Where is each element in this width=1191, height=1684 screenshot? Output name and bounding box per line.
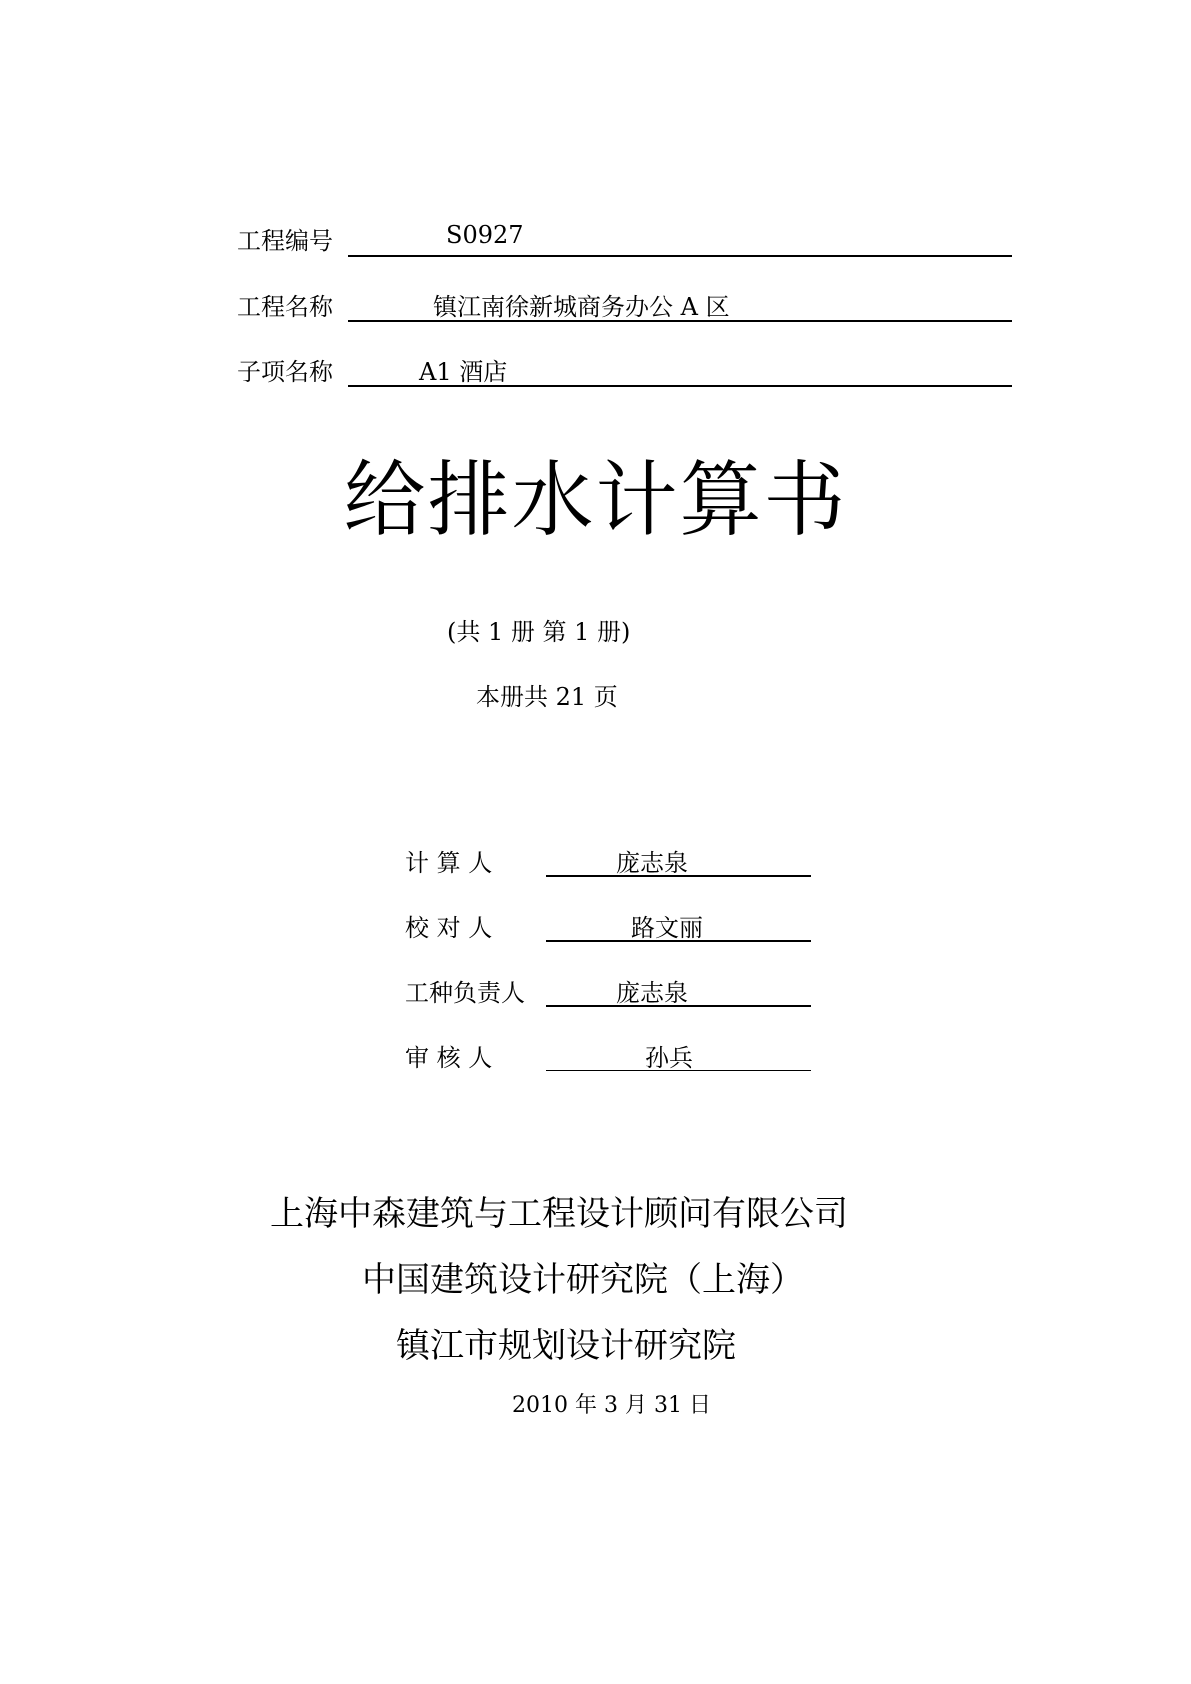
- reviewer-underline: [546, 1070, 811, 1071]
- discipline-lead-label: 工种负责人: [405, 979, 525, 1007]
- checker-name: 路文丽: [631, 914, 703, 942]
- project-name-label: 工程名称: [237, 293, 333, 321]
- project-number-underline: [348, 255, 1012, 257]
- subitem-name-label: 子项名称: [237, 358, 333, 386]
- calculator-label: 计 算 人: [405, 849, 493, 877]
- volume-info: (共 1 册 第 1 册): [447, 618, 631, 646]
- reviewer-label: 审 核 人: [405, 1044, 493, 1072]
- reviewer-name: 孙兵: [645, 1044, 693, 1072]
- discipline-lead-underline: [546, 1005, 811, 1007]
- calculator-name: 庞志泉: [616, 849, 688, 877]
- organization-3: 镇江市规划设计研究院: [396, 1326, 736, 1366]
- checker-underline: [546, 940, 811, 942]
- subitem-name-underline: [348, 385, 1012, 387]
- discipline-lead-name: 庞志泉: [616, 979, 688, 1007]
- document-title: 给排水计算书: [343, 453, 848, 548]
- project-name-value: 镇江南徐新城商务办公 A 区: [433, 293, 730, 321]
- organization-1: 上海中森建筑与工程设计顾问有限公司: [270, 1194, 848, 1234]
- project-name-underline: [348, 320, 1012, 322]
- subitem-name-value: A1 酒店: [419, 358, 508, 386]
- checker-label: 校 对 人: [405, 914, 493, 942]
- page-count: 本册共 21 页: [476, 683, 618, 711]
- project-number-value: S0927: [446, 221, 524, 249]
- document-date: 2010 年 3 月 31 日: [512, 1393, 711, 1418]
- calculator-underline: [546, 875, 811, 877]
- project-number-label: 工程编号: [237, 227, 333, 255]
- organization-2: 中国建筑设计研究院（上海）: [362, 1260, 804, 1300]
